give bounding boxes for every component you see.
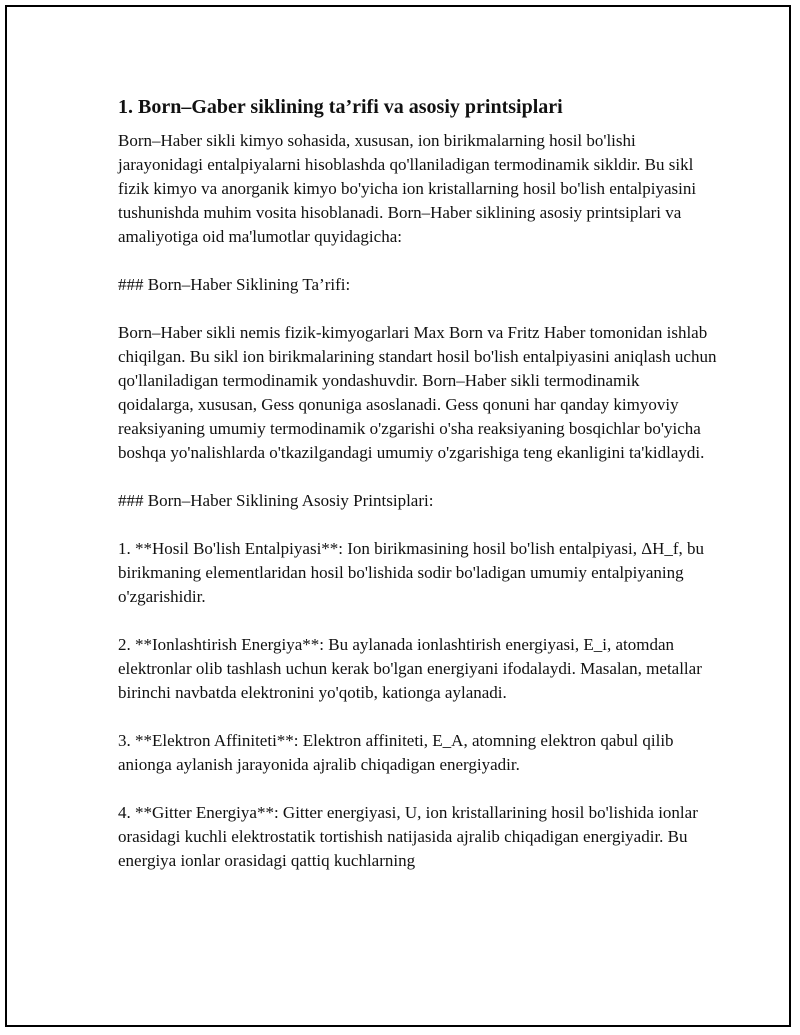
principle-item-3: 3. **Elektron Affiniteti**: Elektron affiniteti, E_A, atomning elektron qabul qilib anionga aylanish jarayonida ajralib chiqadigan energiyadir. bbox=[118, 731, 674, 774]
document-body bbox=[118, 94, 718, 897]
principles-heading: ### Born–Haber Siklining Asosiy Printsiplari: bbox=[118, 491, 434, 510]
definition-paragraph: Born–Haber sikli nemis fizik-kimyogarlari Max Born va Fritz Haber tomonidan ishlab chiqilgan. Bu sikl ion birikmalarining standart hosil bo'lish entalpiyasini aniqlash uchun qo'llaniladigan termodinamik yondashuvdir. Born–Haber sikli termodinamik qoidalarga, xususan, Gess qonuniga asoslanadi. Gess qonuni har qanday kimyoviy reaksiyaning umumiy termodinamik o'zgarishi o'sha reaksiyaning bosqichlar bo'yicha boshqa yo'nalishlarda o'tkazilgandagi umumiy o'zgarishiga teng ekanligini ta'kidlaydi. bbox=[118, 323, 717, 462]
principle-item-2: 2. **Ionlashtirish Energiya**: Bu aylanada ionlashtirish energiyasi, E_i, atomdan elektronlar olib tashlash uchun kerak bo'lgan energiyani ifodalaydi. Masalan, metallar birinchi navbatda elektronini yo'qotib, kationga aylanadi. bbox=[118, 635, 702, 702]
principle-item-1: 1. **Hosil Bo'lish Entalpiyasi**: Ion birikmasining hosil bo'lish entalpiyasi, ΔH_f, bu birikmaning elementlaridan hosil bo'lishida sodir bo'ladigan umumiy entalpiyaning o'zgarishidir. bbox=[118, 539, 705, 606]
definition-heading: ### Born–Haber Siklining Ta’rifi: bbox=[118, 275, 351, 294]
intro-paragraph: Born–Haber sikli kimyo sohasida, xususan, ion birikmalarning hosil bo'lishi jarayonidagi entalpiyalarni hisoblashda qo'llaniladigan termodinamik sikldir. Bu sikl fizik kimyo va anorganik kimyo bo'yicha ion kristallarning hosil bo'lish entalpiyasini tushunishda muhim vosita hisoblanadi. Born–Haber siklining asosiy printsiplari va amaliyotiga oid ma'lumotlar quyidagicha: bbox=[118, 131, 697, 246]
section-title: 1. Born–Gaber siklining ta’rifi va asosiy printsiplari bbox=[118, 96, 563, 118]
principle-item-4: 4. **Gitter Energiya**: Gitter energiyasi, U, ion kristallarining hosil bo'lishida ionlar orasidagi kuchli elektrostatik tortishish natijasida ajralib chiqadigan energiyadir. Bu energiya ionlar orasidagi qattiq kuchlarning bbox=[118, 803, 698, 870]
